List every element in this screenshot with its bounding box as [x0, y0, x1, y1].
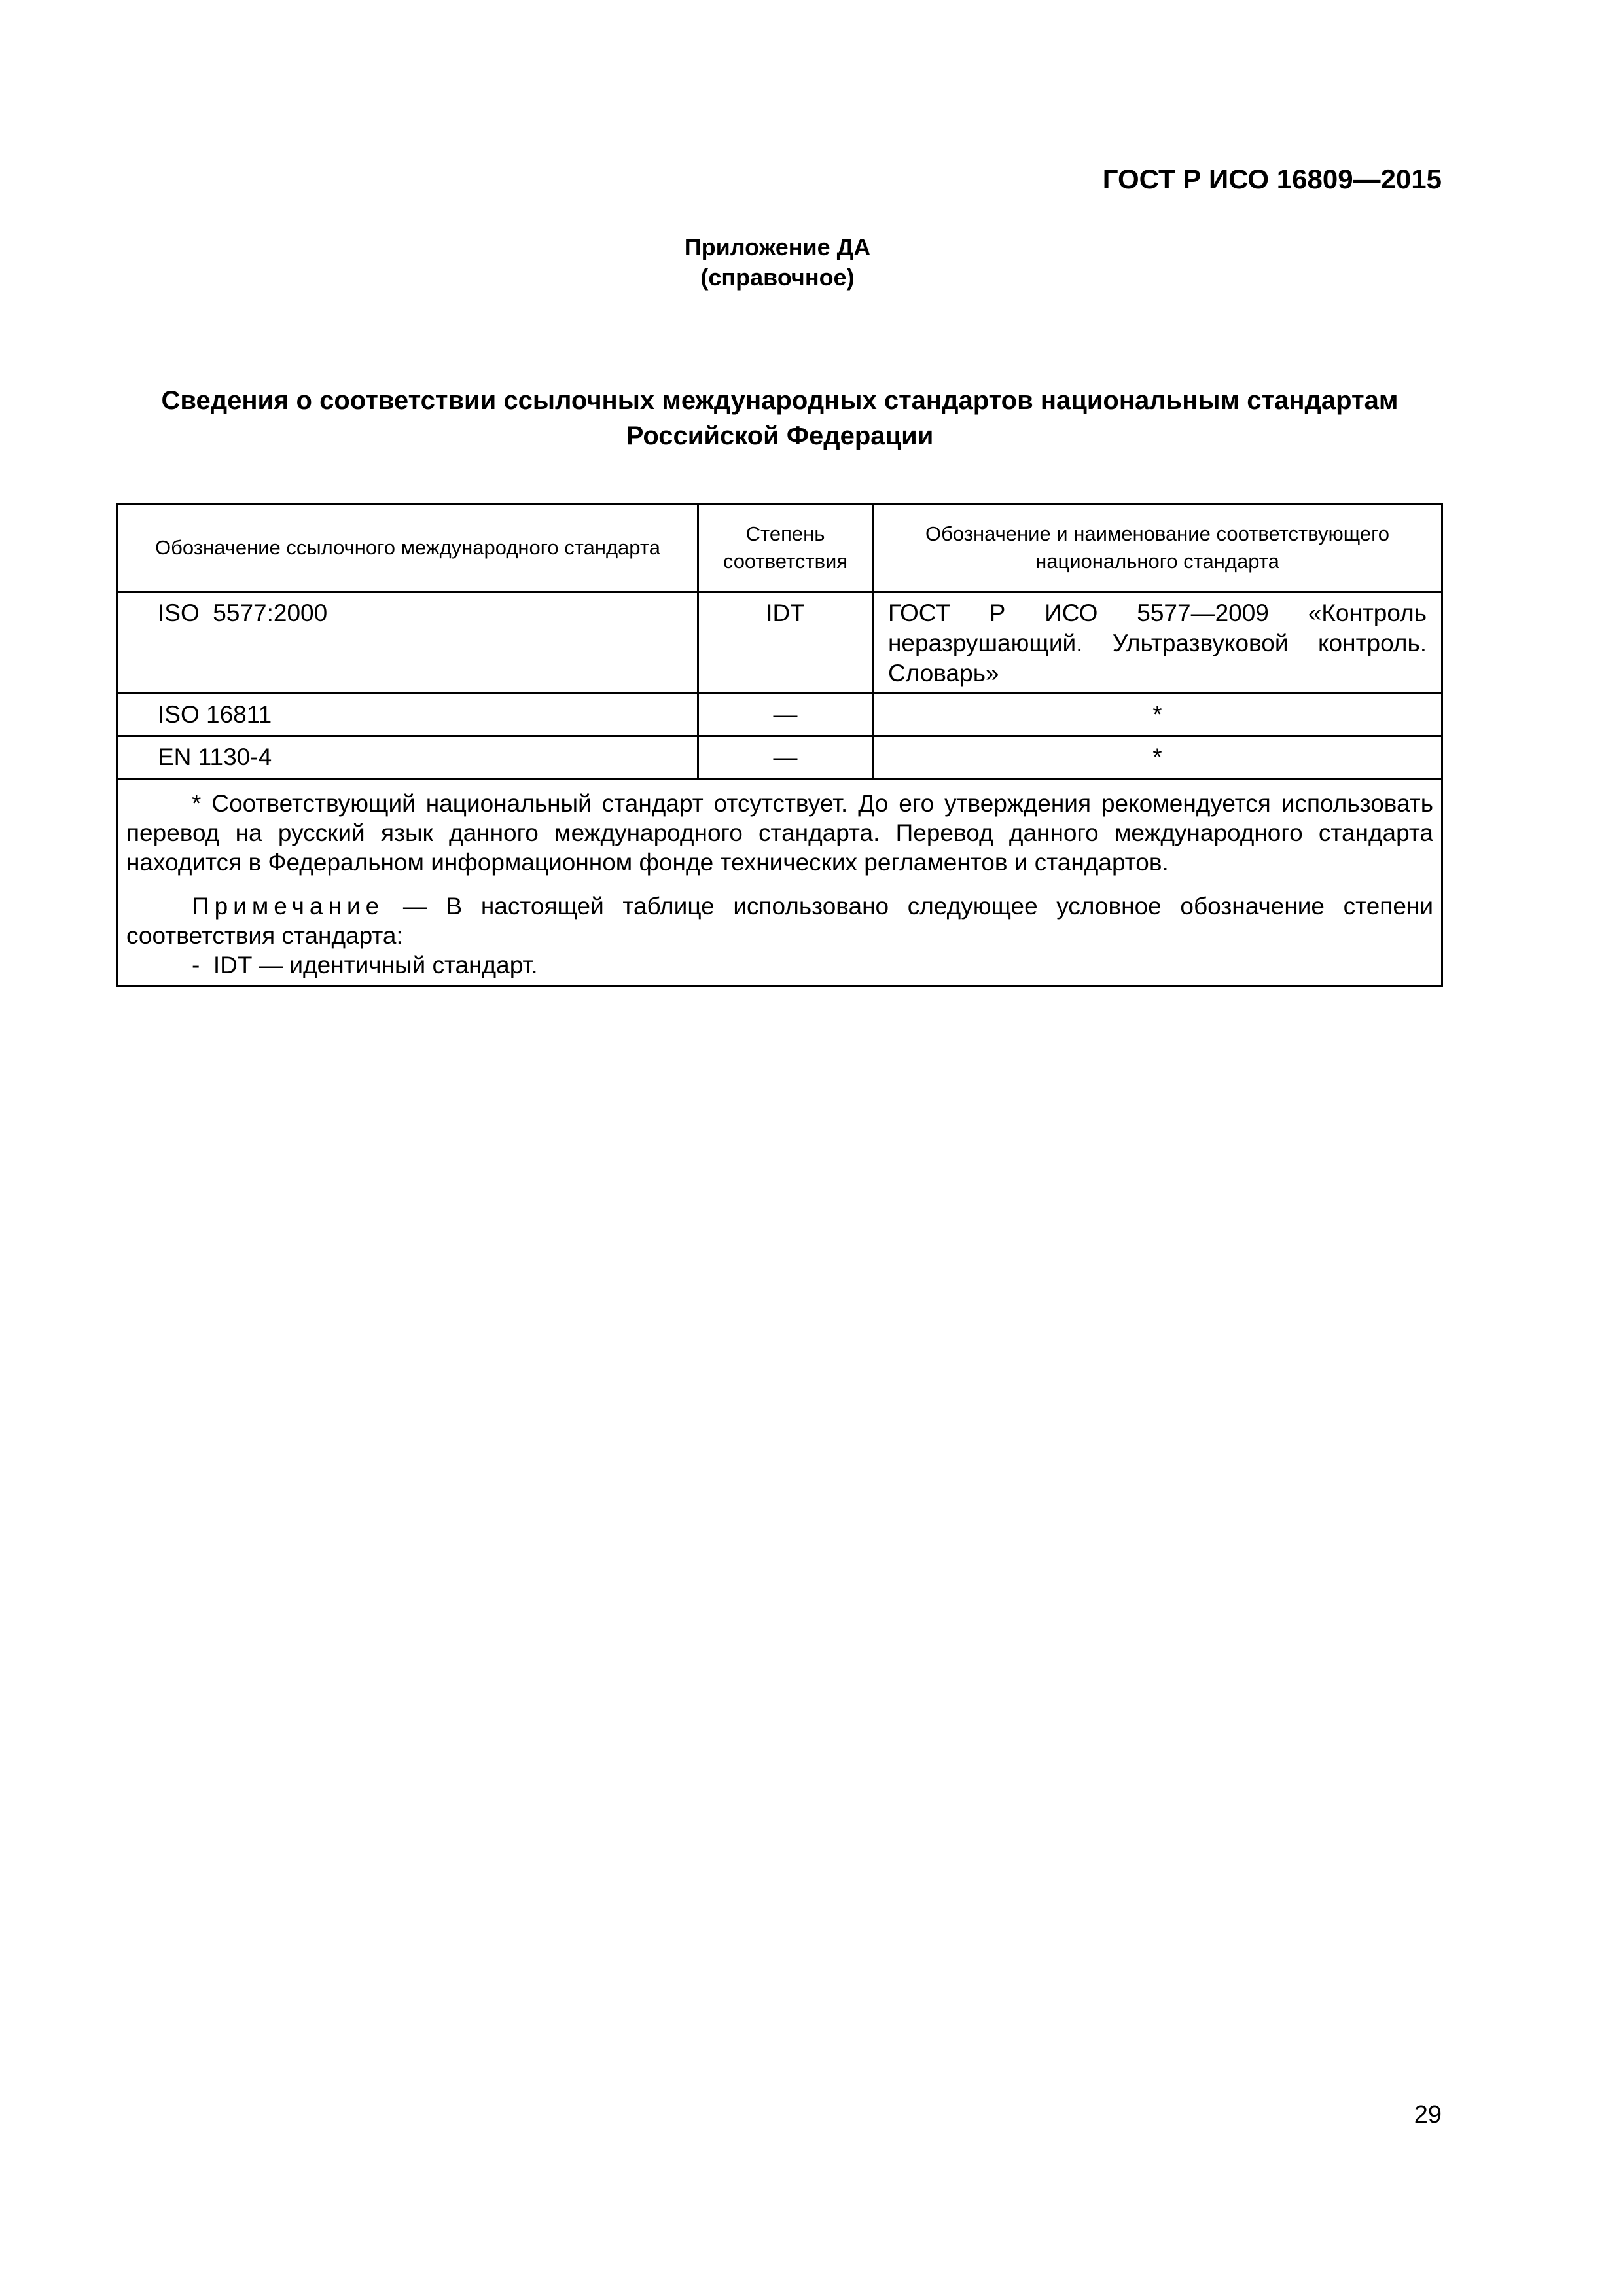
- national-standard-cell: *: [873, 694, 1442, 736]
- intl-standard-cell: ISO 16811: [118, 694, 698, 736]
- document-code: ГОСТ Р ИСО 16809—2015: [1102, 164, 1442, 194]
- page-number: 29: [1414, 2101, 1442, 2128]
- national-standard-cell: *: [873, 736, 1442, 779]
- table-row: [118, 694, 1442, 736]
- table-notes: [118, 779, 1442, 986]
- degree-cell: —: [698, 736, 873, 779]
- section-heading: Сведения о соответствии ссылочных международных стандартов национальным стандартам Российской Федерации: [161, 386, 1399, 450]
- appendix-title: Приложение ДА: [684, 234, 871, 260]
- note-label: Примечание: [192, 893, 385, 920]
- correspondence-table: [116, 503, 1443, 987]
- column-header: Обозначение ссылочного международного стандарта: [118, 504, 698, 592]
- table-row: [118, 736, 1442, 779]
- appendix-subtitle: (справочное): [700, 264, 855, 291]
- intl-standard-cell: ISO 5577:2000: [118, 592, 698, 694]
- national-standard-cell: ГОСТ Р ИСО 5577—2009 «Контроль неразрушающий. Ультразвуковой контроль. Словарь»: [873, 592, 1442, 694]
- degree-cell: —: [698, 694, 873, 736]
- table-notes-row: [118, 779, 1442, 986]
- degree-cell: IDT: [698, 592, 873, 694]
- footnote: * Соответствующий национальный стандарт отсутствует. До его утверждения рекомендуется использовать перевод на русский язык данного международного стандарта. Перевод данного международного стандарта находится в Федеральном информационном фонде технических регламентов и стандартов.: [126, 790, 1433, 876]
- appendix-block: [0, 232, 1555, 293]
- table-row: [118, 592, 1442, 694]
- intl-standard-cell: EN 1130-4: [118, 736, 698, 779]
- column-header: Степень соответствия: [698, 504, 873, 592]
- note: [126, 891, 1433, 950]
- table-header-row: [118, 504, 1442, 592]
- note-list-item: - IDT — идентичный стандарт.: [192, 952, 538, 978]
- note-text: — В настоящей таблице использовано следующее условное обозначение степени соответствия стандарта:: [126, 893, 1433, 949]
- column-header: Обозначение и наименование соответствующего национального стандарта: [873, 504, 1442, 592]
